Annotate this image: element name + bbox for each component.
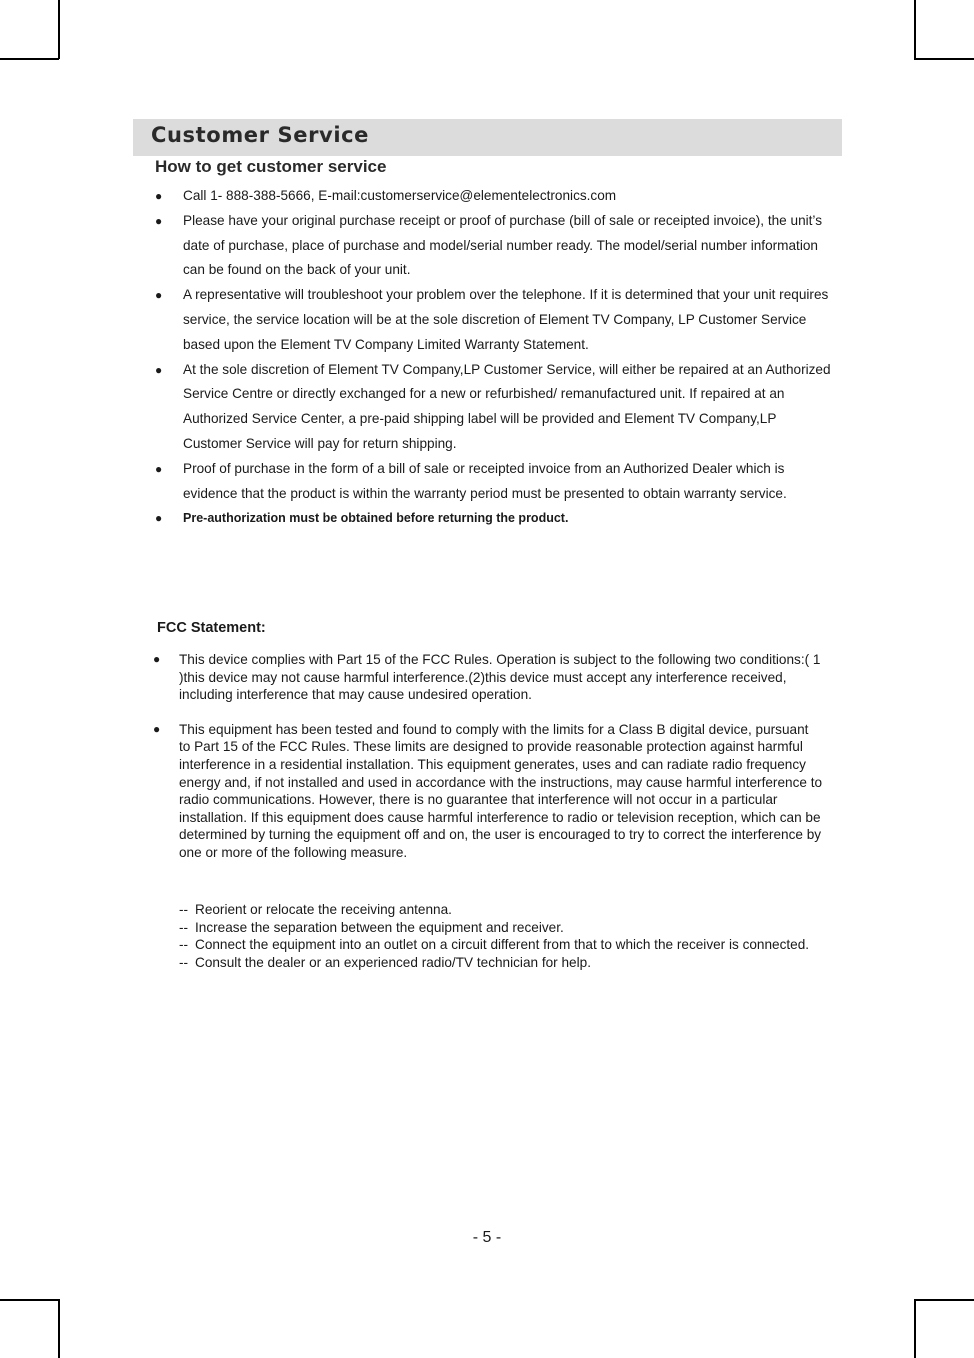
list-item-text: Pre-authorization must be obtained before returning the product. <box>183 511 569 526</box>
list-item-text: At the sole discretion of Element TV Company,LP Customer Service, will either be repaired at an Authorized Service Centre or directly exchanged for a new or refurbished/ remanufactured unit. If repaired at an Authorized Service Center, a pre-paid shipping label will be provided and Element TV Company,LP Customer Service will pay for return shipping. <box>183 361 831 451</box>
customer-service-subtitle: How to get customer service <box>155 157 387 176</box>
bullet-icon: ● <box>155 362 163 377</box>
dash-marker: -- <box>179 954 189 970</box>
list-item <box>155 184 835 209</box>
measure-item <box>179 901 819 919</box>
list-item <box>155 283 835 357</box>
measure-text: Connect the equipment into an outlet on a circuit different from that to which the receiver is connected. <box>195 937 810 953</box>
list-item-text: A representative will troubleshoot your problem over the telephone. If it is determined that your unit requires service, the service location will be at the sole discretion of Element TV Company, LP Customer Service based upon the Element TV Company Limited Warranty Statement. <box>183 287 829 352</box>
crop-mark-top-right-h <box>914 58 974 60</box>
fcc-measures-list <box>179 901 819 971</box>
bullet-icon: ● <box>155 461 163 476</box>
list-item-text: Proof of purchase in the form of a bill of sale or receipted invoice from an Authorized Dealer which is evidence that the product is within the warranty period must be presented to obtain warranty service. <box>183 460 787 501</box>
measure-item <box>179 919 819 937</box>
measure-text: Consult the dealer or an experienced radio/TV technician for help. <box>195 954 591 970</box>
bullet-icon: ● <box>155 288 163 303</box>
bullet-icon: ● <box>153 652 161 666</box>
dash-marker: -- <box>179 937 189 953</box>
list-item-text: Call 1- 888-388-5666, E-mail:customerservice@elementelectronics.com <box>183 188 617 203</box>
crop-mark-bottom-right-v <box>914 1299 916 1358</box>
list-item <box>155 358 835 457</box>
measure-item <box>179 954 819 972</box>
crop-mark-top-right-v <box>914 0 916 59</box>
list-item <box>155 209 835 283</box>
bullet-icon: ● <box>153 721 161 736</box>
list-item <box>155 506 835 531</box>
measure-text: Increase the separation between the equipment and receiver. <box>195 919 564 935</box>
fcc-title: FCC Statement: <box>157 620 266 636</box>
list-item <box>153 651 823 704</box>
list-item-text: This device complies with Part 15 of the FCC Rules. Operation is subject to the following two conditions:( 1 )this device may not cause harmful interference.(2)this device must accept any interference received, including interference that may cause undesired operation. <box>179 652 821 703</box>
crop-mark-bottom-right-h <box>914 1299 974 1301</box>
list-item <box>153 721 823 862</box>
page-number: - 5 - <box>472 1229 502 1246</box>
bullet-icon: ● <box>155 189 163 203</box>
dash-marker: -- <box>179 902 189 917</box>
customer-service-list <box>155 184 835 531</box>
crop-mark-bottom-left-h <box>0 1299 59 1301</box>
bullet-icon: ● <box>155 213 163 228</box>
list-item-text: This equipment has been tested and found to comply with the limits for a Class B digital device, pursuant to Part 15 of the FCC Rules. These limits are designed to provide reasonable protection against harmful interference in a residential installation. This equipment generates, uses and can radiate radio frequency energy and, if not installed and used in accordance with the instructions, may cause harmful interference to radio communications. However, there is no guarantee that interference will not occur in a particular installation. If this equipment does cause harmful interference to radio or television reception, which can be determined by turning the equipment off and on, the user is encouraged to try to correct the interference by one or more of the following measure. <box>179 721 823 860</box>
measure-text: Reorient or relocate the receiving antenna. <box>195 902 452 917</box>
bullet-icon: ● <box>155 511 163 526</box>
crop-mark-bottom-left-v <box>58 1299 60 1358</box>
measure-item <box>179 936 819 954</box>
list-item-text: Please have your original purchase receipt or proof of purchase (bill of sale or receipted invoice), the unit’s date of purchase, place of purchase and model/serial number ready. The model/serial number information can be found on the back of your unit. <box>183 212 823 278</box>
fcc-list <box>153 651 823 862</box>
section-title: Customer Service <box>151 123 370 147</box>
section-header <box>133 119 842 156</box>
list-item <box>155 457 835 507</box>
dash-marker: -- <box>179 919 189 935</box>
crop-mark-top-left-h <box>0 58 59 60</box>
crop-mark-top-left-v <box>58 0 60 59</box>
